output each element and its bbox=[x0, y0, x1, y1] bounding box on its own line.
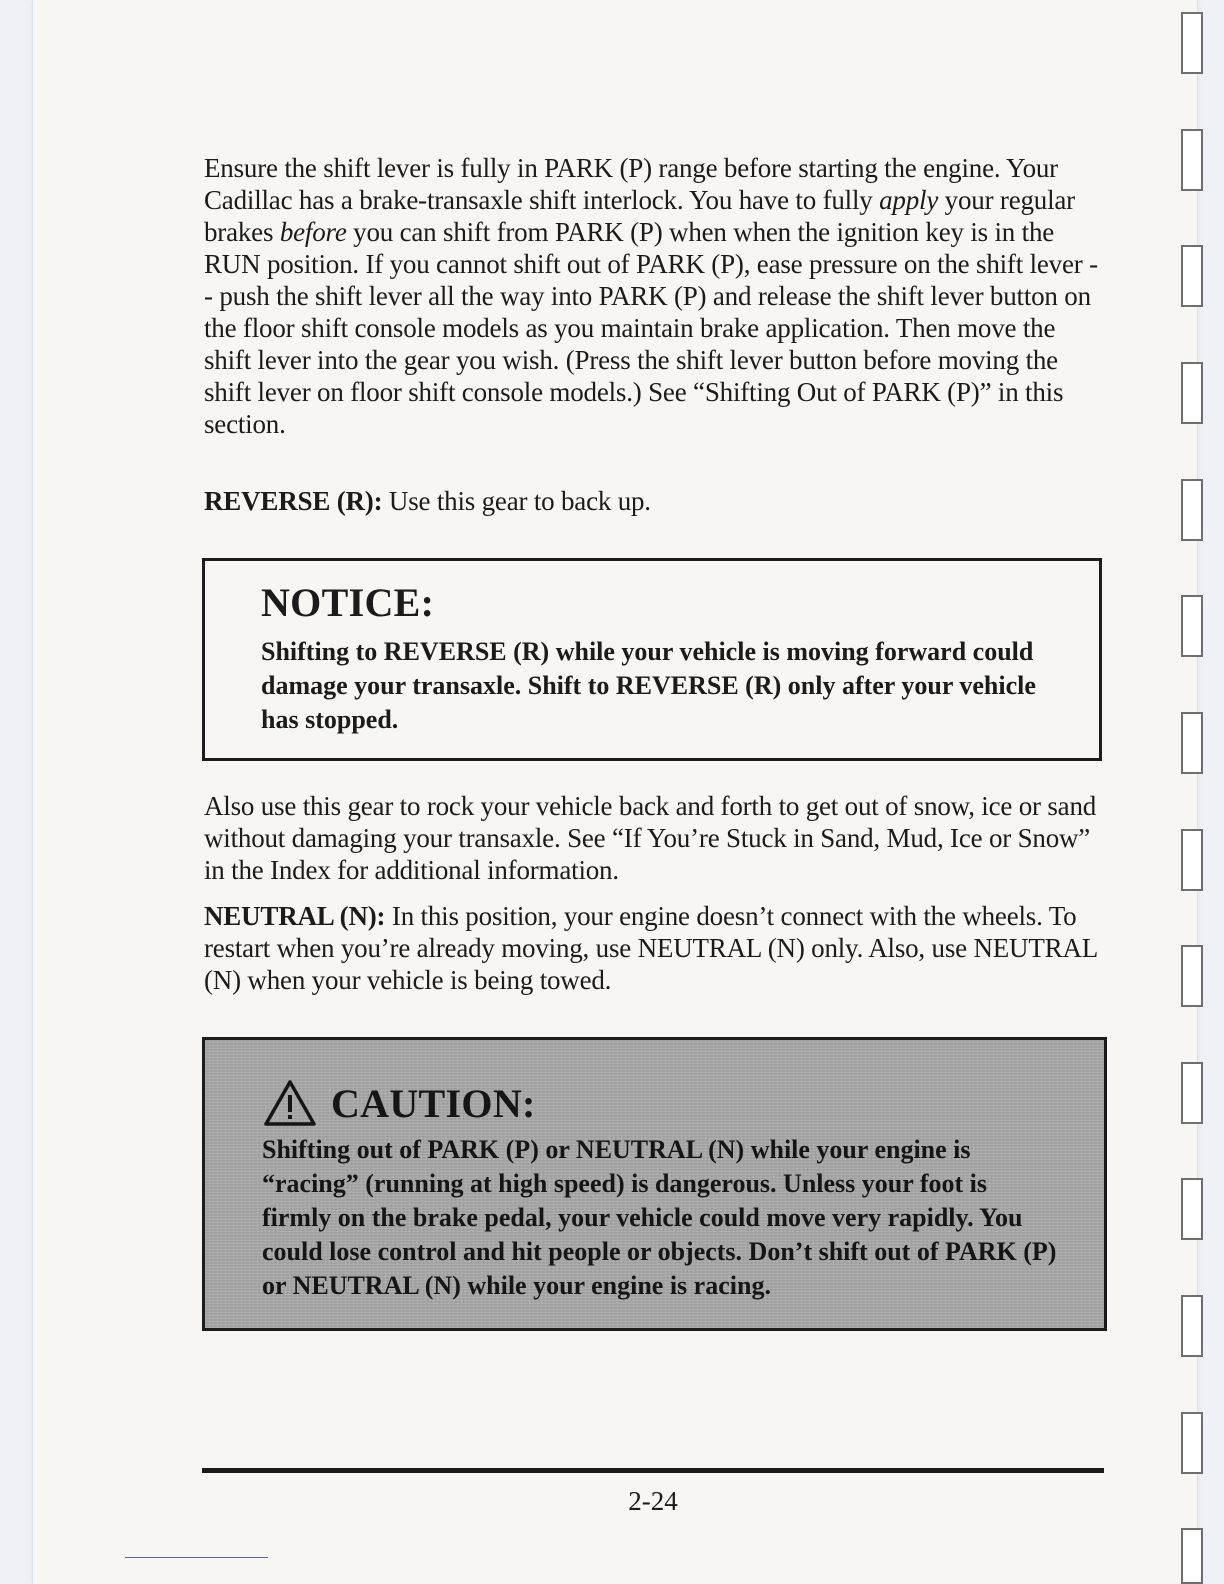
intro-emphasis-before: before bbox=[279, 217, 347, 247]
neutral-paragraph bbox=[204, 900, 1104, 996]
section-tab[interactable] bbox=[1181, 362, 1203, 424]
snow-paragraph: Also use this gear to rock your vehicle back and forth to get out of snow, ice or sand without damaging your transaxle. See “If You’re Stuck in Sand, Mud, Ice or Snow” in the Index for additional information. bbox=[204, 791, 1097, 885]
section-tab[interactable] bbox=[1181, 12, 1203, 74]
caution-title: CAUTION: bbox=[331, 1080, 536, 1126]
section-tab[interactable] bbox=[1181, 1528, 1203, 1584]
reverse-text: Use this gear to back up. bbox=[382, 486, 651, 516]
reverse-paragraph bbox=[204, 485, 1104, 517]
reverse-label: REVERSE (R): bbox=[204, 486, 383, 516]
intro-text-part1: Ensure the shift lever is fully in PARK (P) range before starting the engine. Your Cadillac has a brake-transaxle shift interlock. You have to fully bbox=[204, 153, 1058, 215]
section-tab[interactable] bbox=[1181, 1062, 1203, 1124]
section-tab[interactable] bbox=[1181, 829, 1203, 891]
notice-box bbox=[202, 558, 1102, 761]
link-underline bbox=[125, 1557, 268, 1558]
notice-title: NOTICE: bbox=[261, 580, 435, 625]
manual-page bbox=[32, 0, 1198, 1584]
neutral-text: In this position, your engine doesn’t connect with the wheels. To restart when you’re already moving, use NEUTRAL (N) only. Also, use NEUTRAL (N) when your vehicle is being towed. bbox=[204, 901, 1098, 995]
section-tab[interactable] bbox=[1181, 479, 1203, 541]
section-tab[interactable] bbox=[1181, 595, 1203, 657]
caution-body: Shifting out of PARK (P) or NEUTRAL (N) while your engine is “racing” (running at high speed) is dangerous. Unless your foot is firmly on the brake pedal, your vehicle could move very rapidly. You could lose control and hit people or objects. Don’t shift out of PARK (P) or NEUTRAL (N) while your engine is racing. bbox=[262, 1135, 1057, 1300]
section-tab[interactable] bbox=[1181, 129, 1203, 191]
caution-box bbox=[202, 1037, 1107, 1331]
intro-paragraph bbox=[204, 152, 1104, 440]
notice-body: Shifting to REVERSE (R) while your vehicle is moving forward could damage your transaxle. Shift to REVERSE (R) only after your vehicle has stopped. bbox=[261, 637, 1036, 734]
caution-heading bbox=[263, 1078, 536, 1128]
neutral-label: NEUTRAL (N): bbox=[204, 901, 386, 931]
section-tab[interactable] bbox=[1181, 1178, 1203, 1240]
section-tab[interactable] bbox=[1181, 245, 1203, 307]
footer-rule bbox=[202, 1468, 1104, 1473]
page-number: 2-24 bbox=[628, 1486, 678, 1516]
section-tab[interactable] bbox=[1181, 1412, 1203, 1474]
warning-triangle-icon bbox=[263, 1079, 317, 1127]
section-tab[interactable] bbox=[1181, 945, 1203, 1007]
intro-text-part3: you can shift from PARK (P) when when the ignition key is in the RUN position. If you cannot shift out of PARK (P), ease pressure on the shift lever -- push the shift lever all the way into PARK (P) and release the shift lever button on the floor shift console models as you maintain brake application. Then move the shift lever into the gear you wish. (Press the shift lever button before moving the shift lever on floor shift console models.) See “Shifting Out of PARK (P)” in this section. bbox=[204, 217, 1098, 439]
section-tab[interactable] bbox=[1181, 712, 1203, 774]
intro-text-part2: your regular brakes bbox=[204, 185, 1075, 247]
intro-emphasis-apply: apply bbox=[879, 185, 939, 215]
section-tab[interactable] bbox=[1181, 1295, 1203, 1357]
